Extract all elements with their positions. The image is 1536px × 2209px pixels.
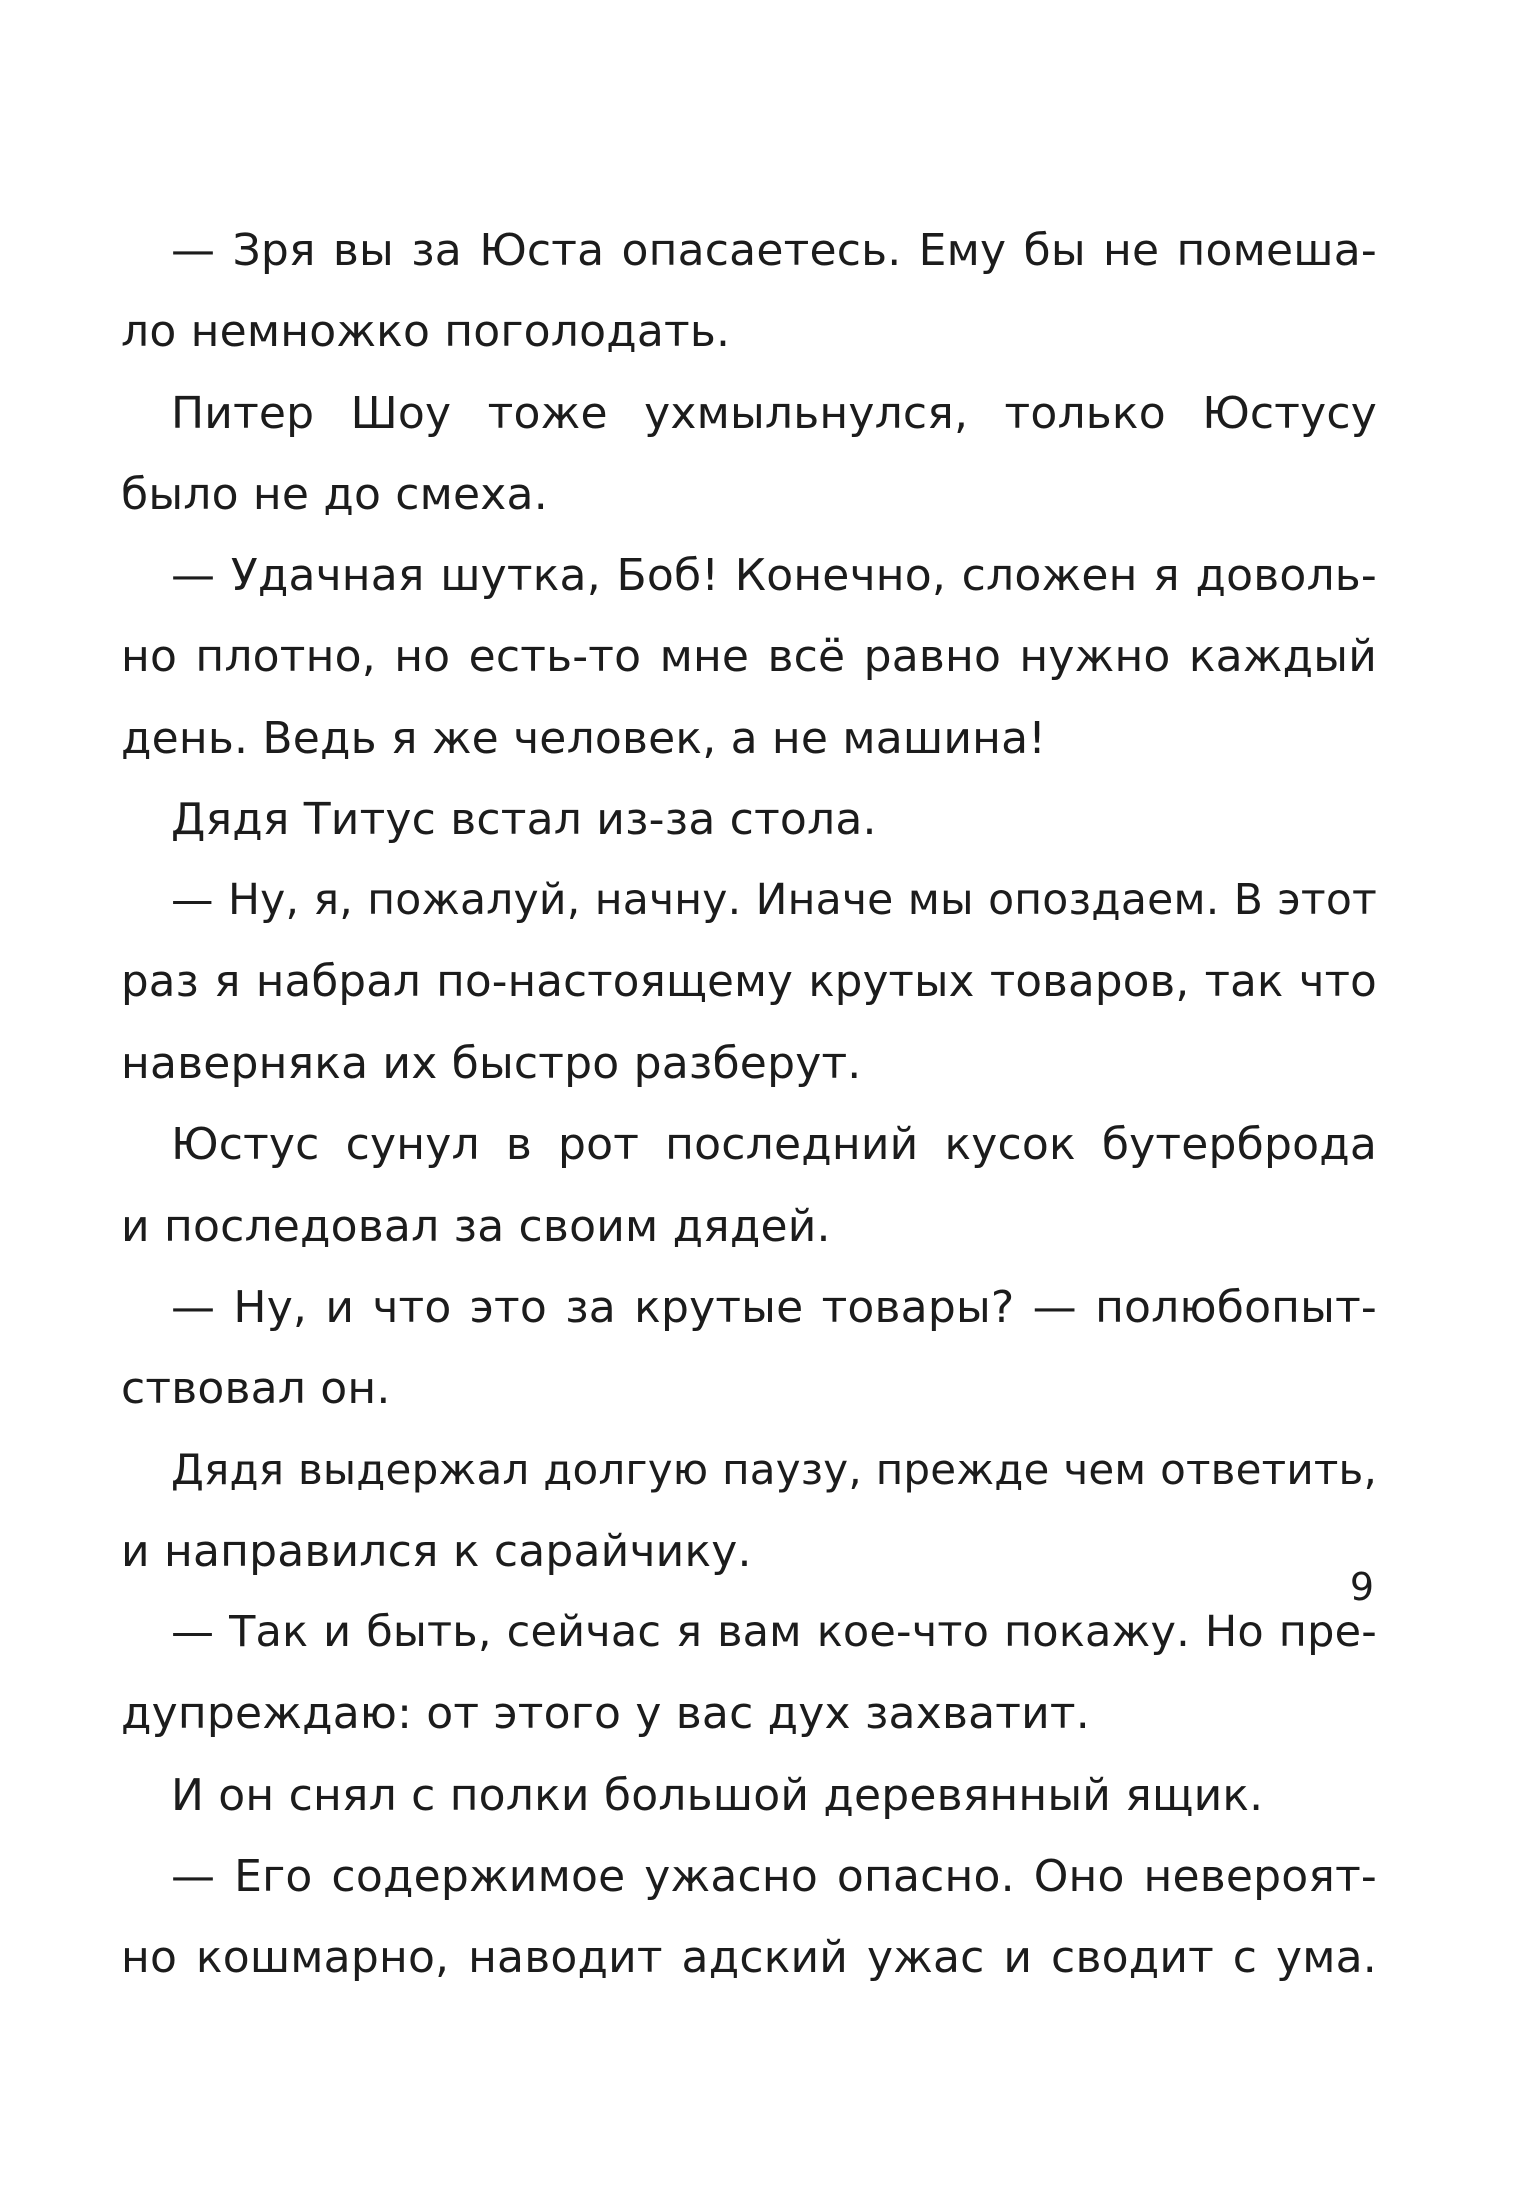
text-line: — Так и быть, сейчас я вам кое-что покажу. Но пре- — [171, 1607, 1377, 1658]
body-text — [121, 210, 1377, 1999]
text-line: Питер Шоу тоже ухмыльнулся, только Юстусу — [171, 387, 1377, 439]
text-line: ствовал он. — [121, 1363, 391, 1415]
text-line: — Его содержимое ужасно опасно. Оно невероят- — [171, 1850, 1377, 1902]
text-line: И он снял с полки большой деревянный ящик. — [171, 1769, 1264, 1821]
page-number: 9 — [1349, 1565, 1374, 1609]
text-line: — Ну, я, пожалуй, начну. Иначе мы опоздаем. В этот — [171, 876, 1377, 926]
text-line: Юстус сунул в рот последний кусок бутерброда — [171, 1119, 1377, 1171]
text-line: Дядя выдержал долгую паузу, прежде чем ответить, — [171, 1445, 1377, 1495]
text-line: — Удачная шутка, Боб! Конечно, сложен я доволь- — [171, 550, 1377, 602]
text-line: было не до смеха. — [121, 468, 548, 520]
text-line: день. Ведь я же человек, а не машина! — [121, 712, 1047, 764]
text-line: ло немножко поголодать. — [121, 306, 731, 358]
text-line: дупреждаю: от этого у вас дух захватит. — [121, 1688, 1090, 1740]
text-line: Дядя Титус встал из-за стола. — [171, 794, 877, 846]
text-line: — Ну, и что это за крутые товары? — полюбопыт- — [171, 1281, 1377, 1333]
text-line: раз я набрал по-настоящему крутых товаров, так что — [121, 956, 1377, 1007]
text-line: и направился к сарайчику. — [121, 1525, 752, 1577]
text-line: и последовал за своим дядей. — [121, 1200, 831, 1252]
text-line: наверняка их быстро разберут. — [121, 1037, 862, 1089]
text-line: — Зря вы за Юста опасаетесь. Ему бы не помеша- — [171, 225, 1377, 276]
text-line: но плотно, но есть-то мне всё равно нужно каждый — [121, 631, 1377, 683]
text-line: но кошмарно, наводит адский ужас и сводит с ума. — [121, 1932, 1377, 1984]
